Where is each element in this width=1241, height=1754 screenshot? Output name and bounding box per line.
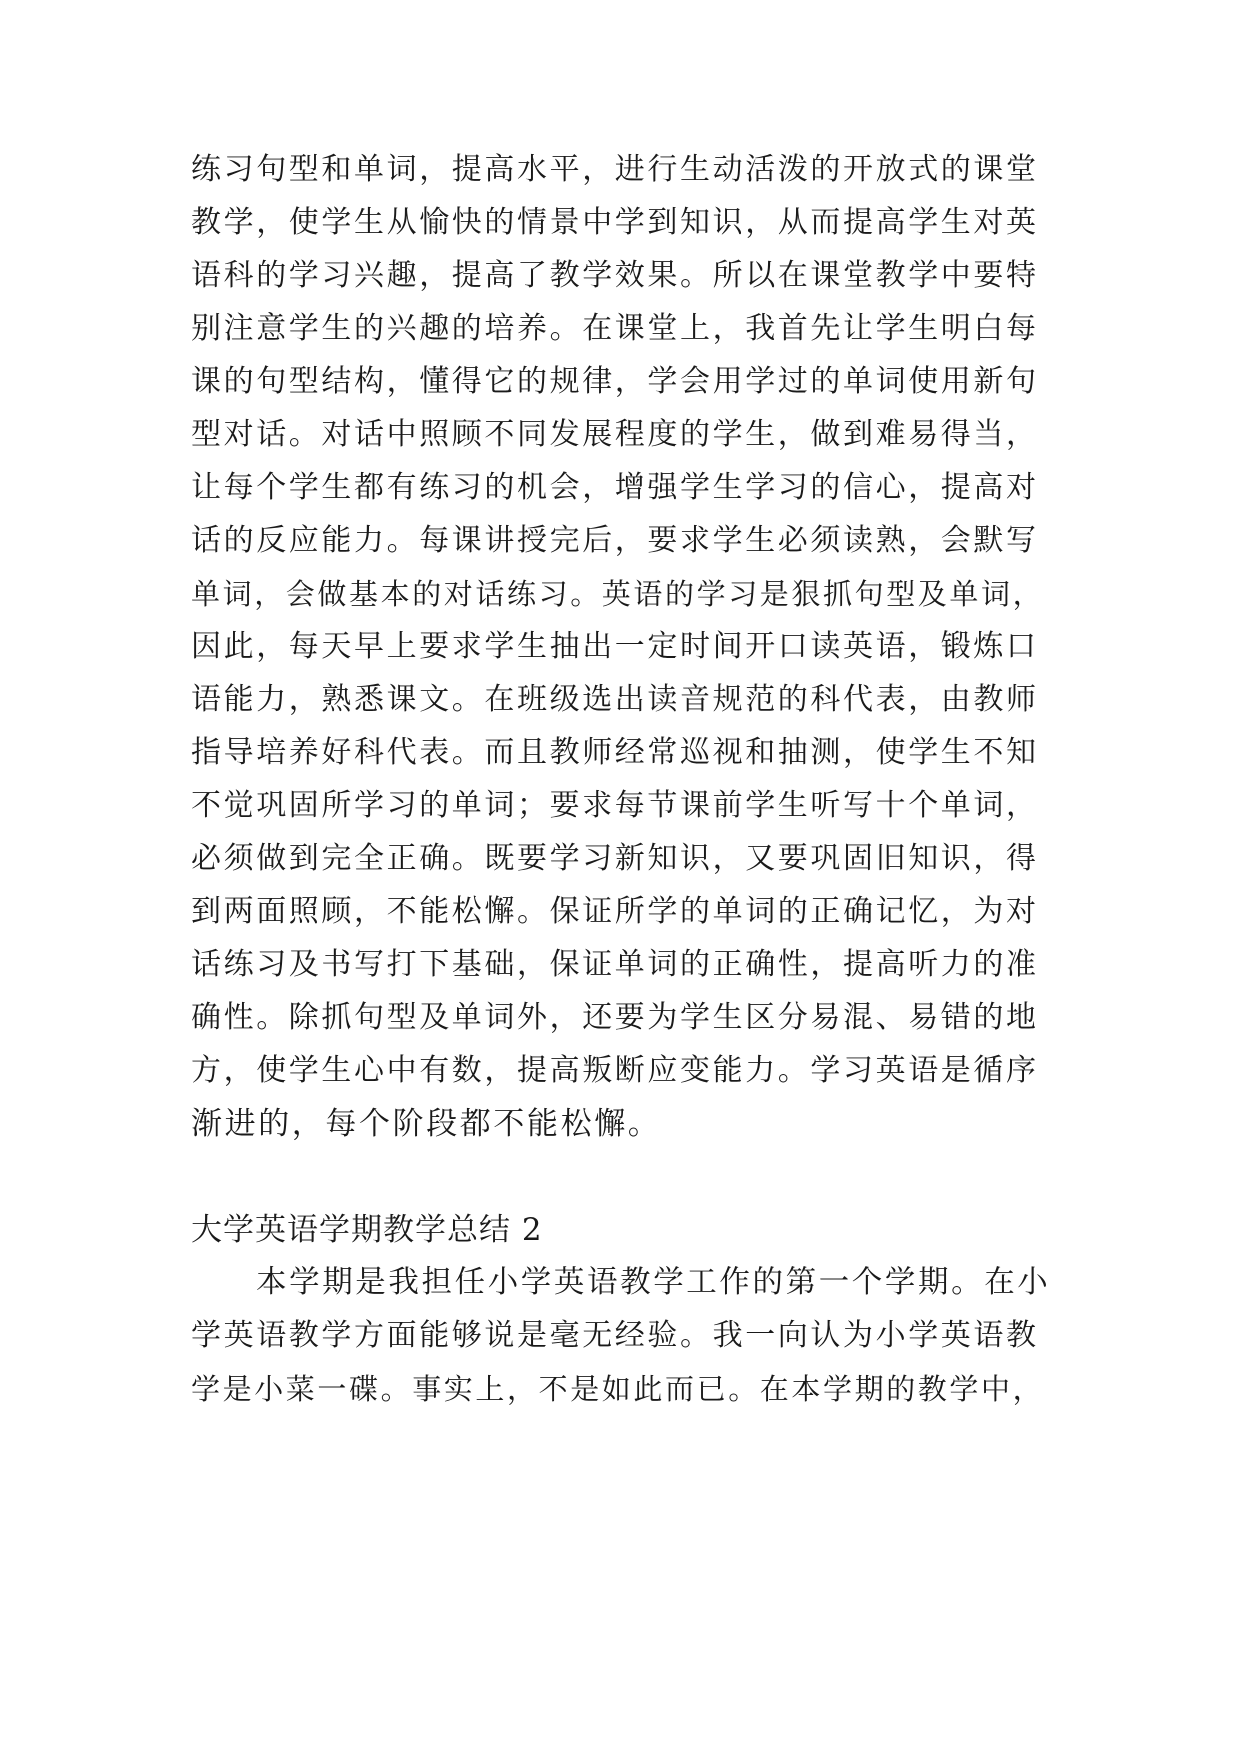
paragraph-line: 课的句型结构，懂得它的规律，学会用学过的单词使用新句 — [191, 364, 1039, 399]
section-heading: 大学英语学期教学总结 2 — [191, 1212, 543, 1248]
paragraph-line: 方，使学生心中有数，提高叛断应变能力。学习英语是循序 — [191, 1053, 1039, 1088]
paragraph-line: 学是小菜一碟。事实上，不是如此而已。在本学期的教学中， — [191, 1372, 1045, 1406]
paragraph-line: 因此，每天早上要求学生抽出一定时间开口读英语，锻炼口 — [191, 629, 1039, 664]
paragraph-line: 学英语教学方面能够说是毫无经验。我一向认为小学英语教 — [191, 1318, 1039, 1353]
paragraph-line: 语能力，熟悉课文。在班级选出读音规范的科代表，由教师 — [191, 682, 1039, 717]
paragraph-line: 不觉巩固所学习的单词；要求每节课前学生听写十个单词， — [191, 788, 1039, 823]
paragraph-line: 单词，会做基本的对话练习。英语的学习是狠抓句型及单词， — [191, 577, 1045, 611]
paragraph-line: 型对话。对话中照顾不同发展程度的学生，做到难易得当， — [191, 417, 1039, 452]
paragraph-line: 必须做到完全正确。既要学习新知识，又要巩固旧知识，得 — [191, 841, 1039, 876]
paragraph-line: 到两面照顾，不能松懈。保证所学的单词的正确记忆，为对 — [191, 894, 1039, 929]
paragraph-line: 渐进的，每个阶段都不能松懈。 — [191, 1106, 662, 1142]
paragraph-line: 教学，使学生从愉快的情景中学到知识，从而提高学生对英 — [191, 205, 1039, 240]
paragraph-line: 指导培养好科代表。而且教师经常巡视和抽测，使学生不知 — [191, 735, 1039, 770]
paragraph-line: 语科的学习兴趣，提高了教学效果。所以在课堂教学中要特 — [191, 258, 1039, 293]
paragraph-line: 确性。除抓句型及单词外，还要为学生区分易混、易错的地 — [191, 1000, 1039, 1035]
paragraph-line: 话练习及书写打下基础，保证单词的正确性，提高听力的准 — [191, 947, 1039, 982]
paragraph-line: 让每个学生都有练习的机会，增强学生学习的信心，提高对 — [191, 470, 1039, 505]
paragraph-line: 别注意学生的兴趣的培养。在课堂上，我首先让学生明白每 — [191, 311, 1039, 346]
paragraph-line: 话的反应能力。每课讲授完后，要求学生必须读熟，会默写 — [191, 523, 1039, 558]
paragraph-line: 练习句型和单词，提高水平，进行生动活泼的开放式的课堂 — [191, 152, 1039, 187]
paragraph-line: 本学期是我担任小学英语教学工作的第一个学期。在小 — [256, 1265, 1051, 1300]
